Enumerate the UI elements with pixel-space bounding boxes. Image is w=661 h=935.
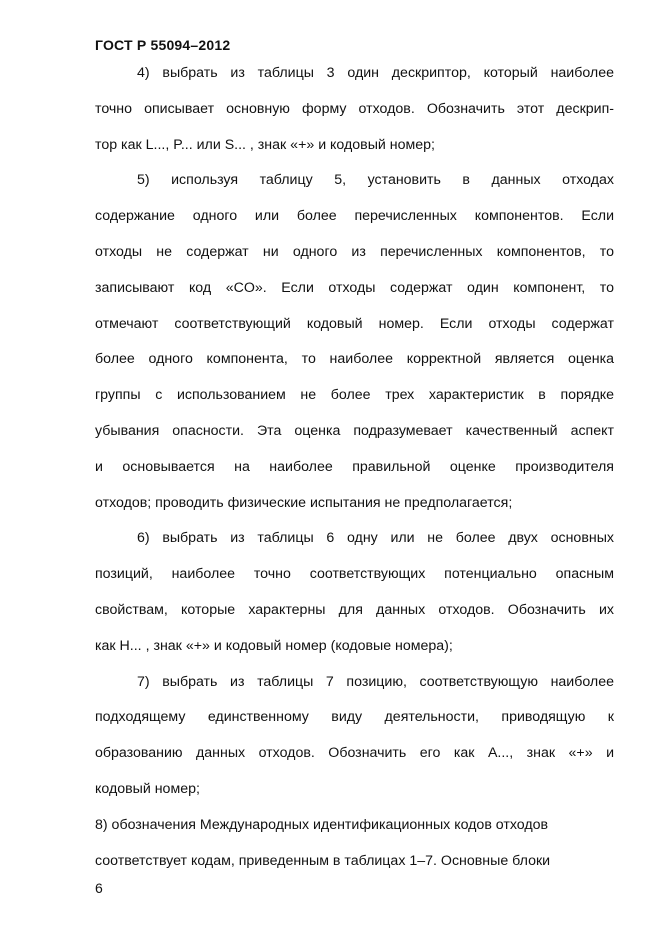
text-line: кодовый номер; [95,780,200,797]
text-line: 8) обозначения Международных идентификационных кодов отходов [95,816,549,833]
text-line: как H... , знак «+» и кодовый номер (кодовые номера); [95,637,453,654]
text-line: и основывается на наиболее правильной оценке производителя [95,458,614,475]
document-header: ГОСТ Р 55094–2012 [95,37,231,53]
text-line: точно описывает основную форму отходов. Обозначить этот дескрип- [95,100,614,117]
text-line: образованию данных отходов. Обозначить его как A..., знак «+» и [95,745,614,762]
text-line: 5) используя таблицу 5, установить в данных отходах [137,172,614,189]
text-line: подходящему единственному виду деятельности, приводящую к [95,709,614,726]
text-line: тор как L..., P... или S... , знак «+» и кодовый номер; [95,136,435,153]
document-body [95,62,614,885]
text-line: убывания опасности. Эта оценка подразумевает качественный аспект [95,422,614,439]
page-number: 6 [95,880,103,896]
text-line: свойствам, которые характерны для данных отходов. Обозначить их [95,601,614,618]
text-line: 4) выбрать из таблицы 3 один дескриптор, который наиболее [137,65,614,81]
text-line: отходов; проводить физические испытания не предполагается; [95,494,513,511]
text-line: соответствует кодам, приведенным в таблицах 1–7. Основные блоки [95,852,551,869]
text-line: 6) выбрать из таблицы 6 одну или не более двух основных [137,530,614,547]
text-line: 7) выбрать из таблицы 7 позицию, соответствующую наиболее [137,673,614,690]
text-line: содержание одного или более перечисленных компонентов. Если [95,208,614,225]
text-line: более одного компонента, то наиболее корректной является оценка [95,351,614,368]
text-line: группы с использованием не более трех характеристик в порядке [95,387,614,404]
text-line: записывают код «CO». Если отходы содержат один компонент, то [95,279,614,296]
text-line: позиций, наиболее точно соответствующих потенциально опасным [95,566,614,583]
text-line: отходы не содержат ни одного из перечисленных компонентов, то [95,243,614,260]
text-line: отмечают соответствующий кодовый номер. Если отходы содержат [95,315,614,332]
